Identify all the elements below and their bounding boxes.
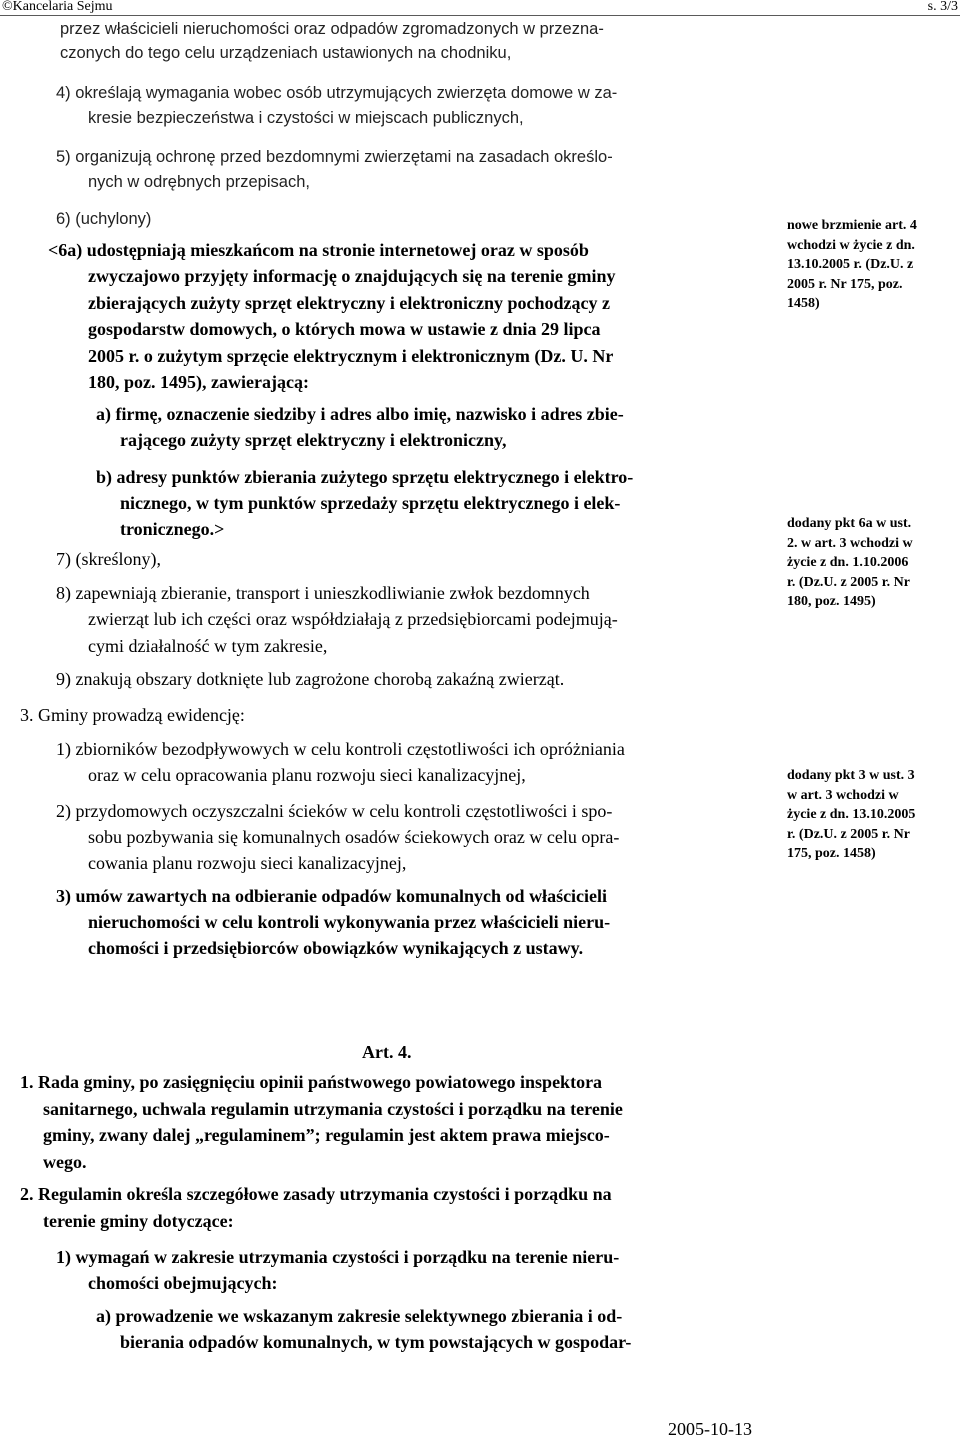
text-line: a) firmę, oznaczenie siedziby i adres albo imię, nazwisko i adres zbie- — [96, 404, 624, 424]
margin-note-line: 13.10.2005 r. (Dz.U. z — [787, 257, 914, 272]
margin-note-line: r. (Dz.U. z 2005 r. Nr — [787, 826, 910, 842]
text-line: kresie bezpieczeństwa i czystości w miejscach publicznych, — [88, 109, 524, 127]
margin-note — [787, 216, 959, 314]
text-line: terenie gminy dotyczące: — [43, 1211, 234, 1231]
margin-note-line: 175, poz. 1458) — [787, 846, 876, 861]
margin-note-line: 2005 r. Nr 175, poz. — [787, 276, 903, 292]
text-line: zbierających zużyty sprzęt elektryczny i elektroniczny pochodzący z — [88, 293, 611, 313]
text-line: 1) zbiorników bezodpływowych w celu kontroli częstotliwości ich opróżniania — [56, 739, 625, 759]
footer-date: 2005-10-13 — [668, 1419, 752, 1439]
margin-note-line: r. (Dz.U. z 2005 r. Nr — [787, 574, 910, 590]
text-line: 5) organizują ochronę przed bezdomnymi zwierzętami na zasadach określo- — [56, 148, 613, 166]
text-line: gospodarstw domowych, o których mowa w ustawie z dnia 29 lipca — [88, 319, 601, 339]
text-line: chomości i przedsiębiorców obowiązków wynikających z ustawy. — [88, 938, 584, 958]
text-line: 2) przydomowych oczyszczalni ścieków w celu kontroli częstotliwości i spo- — [56, 801, 613, 821]
margin-note — [787, 514, 959, 612]
margin-note-line: w art. 3 wchodzi w — [787, 787, 899, 803]
margin-note-line: 180, poz. 1495) — [787, 594, 876, 609]
text-line: chomości obejmujących: — [88, 1273, 278, 1293]
text-line: nicznego, w tym punktów sprzedaży sprzętu elektrycznego i elek- — [120, 493, 621, 513]
text-line: 1) wymagań w zakresie utrzymania czystości i porządku na terenie nieru- — [56, 1247, 620, 1267]
margin-note-line: wchodzi w życie z dn. — [787, 237, 915, 253]
header-rule — [0, 15, 960, 16]
margin-note-line: 1458) — [787, 296, 820, 311]
header-page-number: s. 3/3 — [927, 0, 958, 14]
text-line: 3) umów zawartych na odbieranie odpadów komunalnych od właścicieli — [56, 886, 608, 906]
text-line: b) adresy punktów zbierania zużytego sprzętu elektrycznego i elektro- — [96, 467, 634, 487]
header-source: ©Kancelaria Sejmu — [2, 0, 113, 14]
text-line: <6a) udostępniają mieszkańcom na stronie internetowej oraz w sposób — [48, 240, 589, 260]
text-line: 3. Gminy prowadzą ewidencję: — [20, 705, 245, 725]
text-line: 8) zapewniają zbieranie, transport i unieszkodliwianie zwłok bezdomnych — [56, 583, 590, 603]
text-line: gminy, zwany dalej „regulaminem”; regulamin jest aktem prawa miejsco- — [43, 1125, 610, 1145]
text-line: oraz w celu opracowania planu rozwoju sieci kanalizacyjnej, — [88, 765, 526, 785]
text-line: wego. — [43, 1152, 87, 1172]
text-line: zwyczajowo przyjęty informację o znajdujących się na terenie gminy — [88, 266, 616, 286]
text-line: sobu pozbywania się komunalnych osadów ściekowych oraz w celu opra- — [88, 827, 620, 847]
text-line: przez właścicieli nieruchomości oraz odpadów zgromadzonych w przezna- — [60, 20, 604, 38]
text-line: a) prowadzenie we wskazanym zakresie selektywnego zbierania i od- — [96, 1306, 623, 1326]
margin-note-line: dodany pkt 6a w ust. — [787, 516, 912, 531]
text-line: 4) określają wymagania wobec osób utrzymujących zwierzęta domowe w za- — [56, 84, 618, 102]
text-line: rającego zużyty sprzęt elektryczny i elektroniczny, — [120, 430, 507, 450]
text-line: czonych do tego celu urządzeniach ustawionych na chodniku, — [60, 44, 512, 62]
margin-note — [787, 766, 959, 864]
text-line: 9) znakują obszary dotknięte lub zagrożone chorobą zakaźną zwierząt. — [56, 669, 565, 689]
text-line: cymi działalność w tym zakresie, — [88, 636, 328, 656]
text-line: 6) (uchylony) — [56, 210, 152, 228]
margin-note-line: nowe brzmienie art. 4 — [787, 218, 917, 233]
text-line: 1. Rada gminy, po zasięgnięciu opinii państwowego powiatowego inspektora — [20, 1072, 603, 1092]
text-line: 7) (skreślony), — [56, 549, 161, 569]
text-line: tronicznego.> — [120, 519, 225, 539]
text-line: 2005 r. o zużytym sprzęcie elektrycznym i elektronicznym (Dz. U. Nr — [88, 346, 614, 366]
text-line: zwierząt lub ich części oraz współdziałają z przedsiębiorcami podejmują- — [88, 609, 618, 629]
text-line: 180, poz. 1495), zawierającą: — [88, 372, 309, 392]
text-line: nieruchomości w celu kontroli wykonywania przez właścicieli nieru- — [88, 912, 611, 932]
text-line: 2. Regulamin określa szczegółowe zasady utrzymania czystości i porządku na — [20, 1184, 612, 1204]
margin-note-line: dodany pkt 3 w ust. 3 — [787, 768, 915, 783]
text-line: cowania planu rozwoju sieci kanalizacyjnej, — [88, 853, 407, 873]
text-line: bierania odpadów komunalnych, w tym powstających w gospodar- — [120, 1332, 632, 1352]
text-line: sanitarnego, uchwala regulamin utrzymania czystości i porządku na terenie — [43, 1099, 623, 1119]
article-heading: Art. 4. — [362, 1042, 412, 1062]
margin-note-line: 2. w art. 3 wchodzi w — [787, 535, 913, 551]
margin-note-line: życie z dn. 13.10.2005 — [787, 807, 916, 822]
text-line: nych w odrębnych przepisach, — [88, 173, 310, 191]
margin-note-line: życie z dn. 1.10.2006 — [787, 555, 909, 570]
